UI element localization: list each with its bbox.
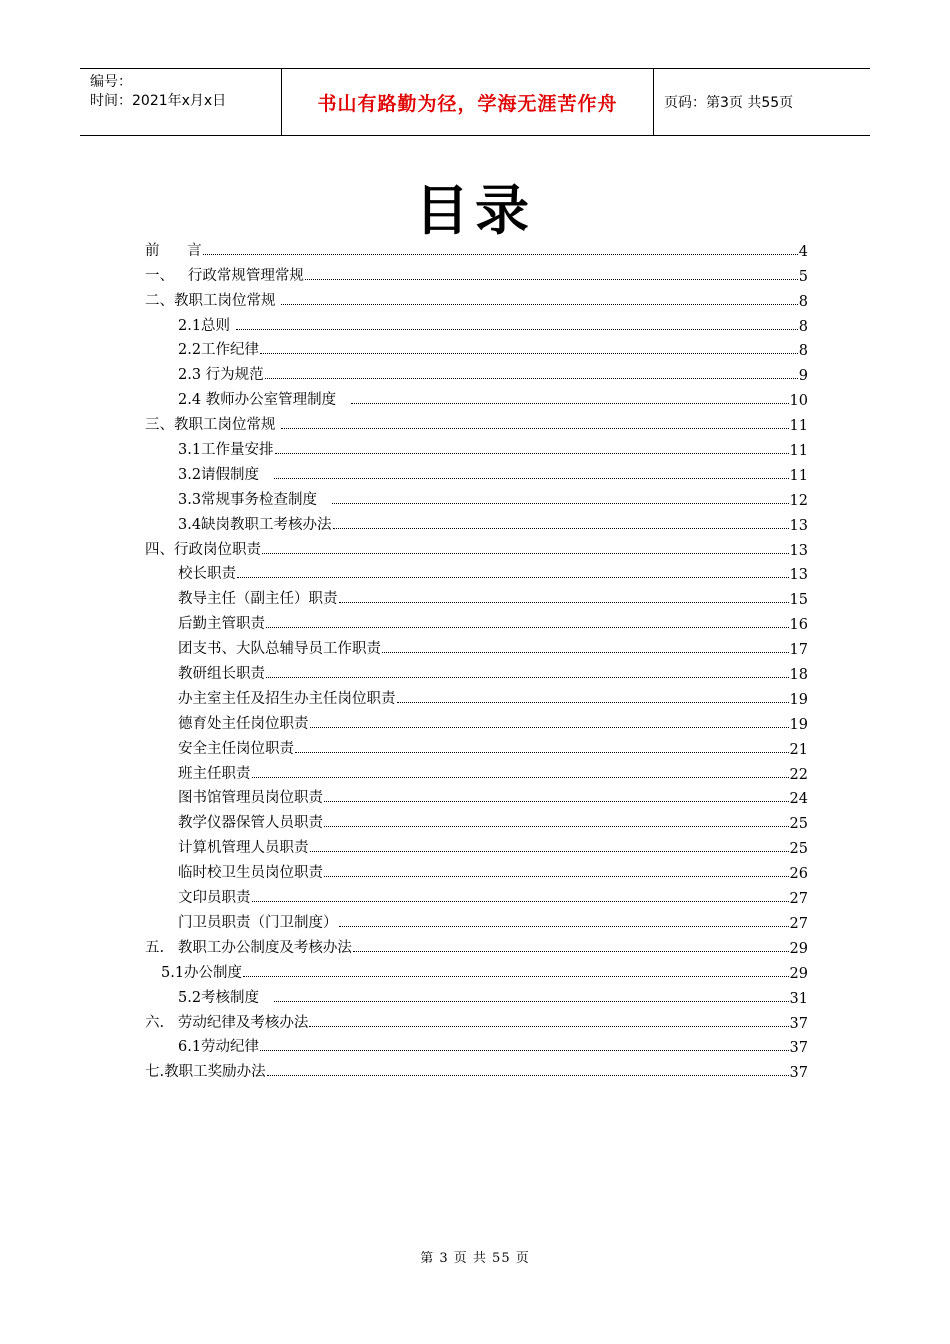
toc-entry-label: 3.1工作量安排 <box>178 442 274 459</box>
toc-leader-dots <box>351 403 789 404</box>
toc-entry-page: 9 <box>798 368 808 385</box>
toc-entry-label: 四、行政岗位职责 <box>145 541 261 558</box>
toc-entry-label: 教学仪器保管人员职责 <box>178 815 323 832</box>
toc-entry[interactable] <box>145 1032 808 1057</box>
toc-entry-page: 8 <box>798 293 808 310</box>
toc-entry-label: 临时校卫生员岗位职责 <box>178 865 323 882</box>
page-header <box>80 68 870 136</box>
toc-entry[interactable] <box>145 484 808 509</box>
toc-entry-page: 4 <box>798 243 808 260</box>
toc-entry[interactable] <box>145 509 808 534</box>
toc-entry-page: 17 <box>789 642 808 659</box>
toc-leader-dots <box>252 777 789 778</box>
toc-entry[interactable] <box>145 957 808 982</box>
toc-leader-dots <box>382 652 789 653</box>
toc-entry-page: 11 <box>789 443 808 460</box>
toc-entry-label: 六. 劳动纪律及考核办法 <box>145 1014 309 1031</box>
toc-entry[interactable] <box>145 384 808 409</box>
toc-entry-page: 11 <box>789 418 808 435</box>
toc-leader-dots <box>236 329 798 330</box>
toc-entry-label: 3.3常规事务检查制度 <box>178 491 331 508</box>
toc-entry-label: 班主任职责 <box>178 765 251 782</box>
toc-entry-page: 5 <box>798 268 808 285</box>
toc-entry[interactable] <box>145 409 808 434</box>
toc-leader-dots <box>397 702 789 703</box>
toc-entry-page: 25 <box>789 816 808 833</box>
toc-entry-label: 3.2请假制度 <box>178 466 273 483</box>
toc-leader-dots <box>267 1075 789 1076</box>
toc-entry-label: 5.1办公制度 <box>161 964 243 981</box>
toc-entry-label: 5.2考核制度 <box>178 989 273 1006</box>
toc-entry-page: 21 <box>789 741 808 758</box>
toc-leader-dots <box>310 727 789 728</box>
toc-entry-label: 团支书、大队总辅导员工作职责 <box>178 641 381 658</box>
toc-entry[interactable] <box>145 658 808 683</box>
toc-leader-dots <box>274 478 789 479</box>
toc-entry-page: 27 <box>789 915 808 932</box>
toc-entry-page: 29 <box>789 940 808 957</box>
toc-entry-label: 办主室主任及招生办主任岗位职责 <box>178 690 396 707</box>
toc-entry-label: 门卫员职责（门卫制度） <box>178 914 338 931</box>
toc-entry-page: 13 <box>789 542 808 559</box>
toc-entry-label: 2.3 行为规范 <box>178 367 264 384</box>
toc-entry-page: 25 <box>789 841 808 858</box>
toc-entry-page: 19 <box>789 716 808 733</box>
toc-entry-label: 3.4缺岗教职工考核办法 <box>178 516 332 533</box>
toc-entry-label: 三、教职工岗位常规 <box>145 417 281 434</box>
toc-leader-dots <box>275 453 789 454</box>
toc-leader-dots <box>295 752 789 753</box>
toc-entry[interactable] <box>145 608 808 633</box>
toc-entry-label: 教研组长职责 <box>178 666 265 683</box>
toc-leader-dots <box>324 826 789 827</box>
toc-leader-dots <box>260 1050 788 1051</box>
toc-entry[interactable] <box>145 758 808 783</box>
toc-leader-dots <box>353 951 789 952</box>
toc-entry-page: 18 <box>789 667 808 684</box>
toc-entry-page: 13 <box>789 517 808 534</box>
toc-entry-page: 12 <box>789 492 808 509</box>
toc-entry[interactable] <box>145 285 808 310</box>
toc-leader-dots <box>281 304 798 305</box>
toc-entry-label: 一、 行政常规管理常规 <box>145 267 304 284</box>
header-motto: 书山有路勤为径，学海无涯苦作舟 <box>282 69 654 135</box>
toc-entry-page: 37 <box>789 1040 808 1057</box>
toc-entry-page: 10 <box>789 393 808 410</box>
toc-leader-dots <box>237 577 789 578</box>
toc-entry[interactable] <box>145 708 808 733</box>
toc-entry[interactable] <box>145 733 808 758</box>
header-page-info: 页码：第3页 共55页 <box>664 95 794 111</box>
toc-leader-dots <box>203 254 798 255</box>
toc-entry-page: 15 <box>789 592 808 609</box>
toc-entry-label: 2.2工作纪律 <box>178 342 260 359</box>
toc-entry-label: 前 言 <box>145 242 202 259</box>
toc-entry[interactable] <box>145 807 808 832</box>
toc-entry[interactable] <box>145 982 808 1007</box>
toc-entry[interactable] <box>145 434 808 459</box>
toc-entry-label: 图书馆管理员岗位职责 <box>178 790 323 807</box>
toc-entry[interactable] <box>145 932 808 957</box>
toc-leader-dots <box>252 901 789 902</box>
toc-leader-dots <box>274 1001 789 1002</box>
toc-leader-dots <box>333 528 789 529</box>
toc-entry-label: 二、教职工岗位常规 <box>145 292 281 309</box>
toc-leader-dots <box>332 503 789 504</box>
toc-entry-label: 安全主任岗位职责 <box>178 740 294 757</box>
toc-entry[interactable] <box>145 683 808 708</box>
toc-leader-dots <box>243 976 788 977</box>
toc-leader-dots <box>262 553 789 554</box>
toc-entry-page: 26 <box>789 866 808 883</box>
toc-entry-page: 37 <box>789 1065 808 1082</box>
toc-entry-page: 11 <box>789 467 808 484</box>
toc-entry-label: 德育处主任岗位职责 <box>178 715 309 732</box>
toc-entry[interactable] <box>145 633 808 658</box>
toc-entry-page: 8 <box>798 318 808 335</box>
toc-leader-dots <box>310 851 789 852</box>
toc-entry[interactable] <box>145 359 808 384</box>
toc-entry-page: 19 <box>789 691 808 708</box>
toc-entry-label: 2.4 教师办公室管理制度 <box>178 392 350 409</box>
toc-leader-dots <box>324 876 789 877</box>
toc-entry-label: 6.1劳动纪律 <box>178 1039 260 1056</box>
toc-entry-label: 教导主任（副主任）职责 <box>178 591 338 608</box>
toc-entry[interactable] <box>145 1056 808 1081</box>
toc-leader-dots <box>309 1026 788 1027</box>
toc-entry[interactable] <box>145 882 808 907</box>
toc-entry[interactable] <box>145 1007 808 1032</box>
toc-leader-dots <box>266 627 789 628</box>
toc-leader-dots <box>324 801 789 802</box>
toc-entry-label: 后勤主管职责 <box>178 616 265 633</box>
toc-entry-label: 2.1总则 <box>178 317 235 334</box>
toc-entry[interactable] <box>145 335 808 360</box>
toc-leader-dots <box>305 279 798 280</box>
toc-entry-page: 13 <box>789 567 808 584</box>
toc-entry-page: 16 <box>789 617 808 634</box>
toc-leader-dots <box>266 677 789 678</box>
toc-entry[interactable] <box>145 857 808 882</box>
page-title: 目录 <box>415 179 535 242</box>
toc-entry[interactable] <box>145 534 808 559</box>
toc-entry[interactable] <box>145 559 808 584</box>
header-meta <box>80 69 282 135</box>
toc-entry[interactable] <box>145 783 808 808</box>
toc-leader-dots <box>281 428 788 429</box>
header-time: 时间：2021年x月x日 <box>90 93 227 109</box>
toc-entry-page: 29 <box>789 965 808 982</box>
toc-entry[interactable] <box>145 459 808 484</box>
toc-leader-dots <box>339 926 789 927</box>
toc-entry-page: 8 <box>798 343 808 360</box>
toc-entry-label: 七.教职工奖励办法 <box>145 1064 266 1081</box>
table-of-contents <box>145 235 808 1081</box>
toc-leader-dots <box>260 353 798 354</box>
toc-entry[interactable] <box>145 310 808 335</box>
toc-entry[interactable] <box>145 235 808 260</box>
toc-entry-label: 文印员职责 <box>178 890 251 907</box>
toc-entry[interactable] <box>145 832 808 857</box>
toc-entry-label: 五. 教职工办公制度及考核办法 <box>145 939 352 956</box>
header-number: 编号： <box>90 74 132 90</box>
page-footer: 第 3 页 共 55 页 <box>420 1251 530 1266</box>
toc-leader-dots <box>265 378 798 379</box>
toc-entry-page: 27 <box>789 891 808 908</box>
toc-entry-label: 校长职责 <box>178 566 236 583</box>
toc-entry-label: 计算机管理人员职责 <box>178 840 309 857</box>
toc-leader-dots <box>339 602 789 603</box>
toc-entry[interactable] <box>145 583 808 608</box>
toc-entry-page: 37 <box>789 1015 808 1032</box>
toc-entry[interactable] <box>145 260 808 285</box>
toc-entry[interactable] <box>145 907 808 932</box>
toc-entry-page: 22 <box>789 766 808 783</box>
toc-entry-page: 31 <box>789 990 808 1007</box>
toc-entry-page: 24 <box>789 791 808 808</box>
